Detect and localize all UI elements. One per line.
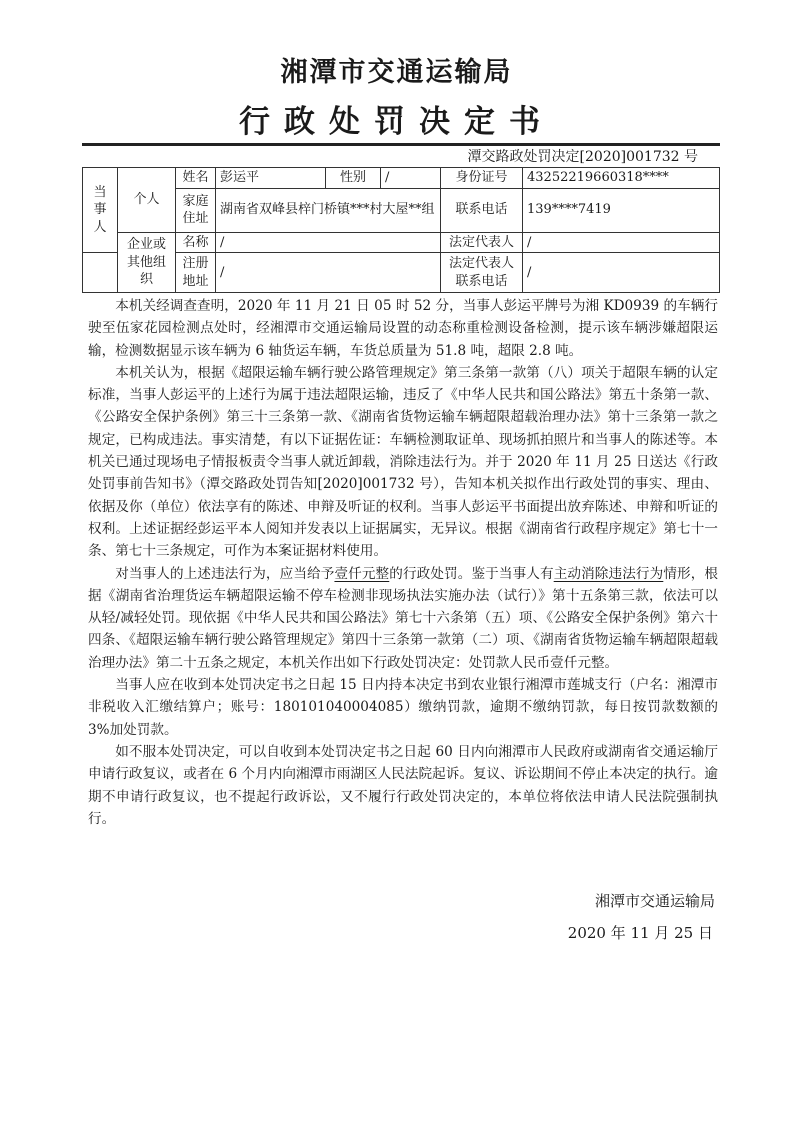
registered-address-value: / xyxy=(216,253,441,293)
sex-value: / xyxy=(381,168,441,189)
org-name-value: / xyxy=(216,232,441,253)
individual-label: 个人 xyxy=(118,168,176,233)
phone-value: 139****7419 xyxy=(523,188,720,232)
organization-label: 企业或 其他组 织 xyxy=(118,232,176,293)
fine-amount: 壹仟元整 xyxy=(334,565,390,582)
legal-rep-value: / xyxy=(523,232,720,253)
mitigating-circumstance: 主动消除违法行为 xyxy=(553,565,664,582)
sex-label: 性别 xyxy=(326,168,381,189)
home-address-label: 家庭 住址 xyxy=(176,188,216,232)
legal-rep-phone-value: / xyxy=(523,253,720,293)
party-label: 当 事 人 xyxy=(83,168,118,253)
name-label: 姓名 xyxy=(176,168,216,189)
signature-date: 2020 年 11 月 25 日 xyxy=(567,924,713,942)
home-address-value: 湖南省双峰县梓门桥镇***村大屋**组 xyxy=(216,188,441,232)
reasoning-paragraph: 本机关认为，根据《超限运输车辆行驶公路管理规定》第三条第一款第（八）项关于超限车辆的认定标准，当事人彭运平的上述行为属于违法超限运输，违反了《中华人民共和国公路法》第五十条第一款、《公路安全保护条例》第三十三条第一款、《湖南省货物运输车辆超限超载治理办法》第十三条第一款之规定，已构成违法。事实清楚，有以下证据佐证：车辆检测取证单、现场抓拍照片和当事人的陈述等。本机关已通过现场电子情报板责令当事人就近卸载，消除违法行为。并于 2020 年 11 月 25 日送达《行政处罚事前告知书》（潭交路政处罚告知[2020]001732 号），告知本机关拟作出行政处罚的事实、理由、依据及你（单位）依法享有的陈述、申辩及听证的权利。当事人彭运平书面提出放弃陈述、申辩和听证的权利。上述证据经彭运平本人阅知并发表以上证据属实，无异议。根据《湖南省行政程序规定》第七十一条、第七十三条规定，可作为本案证据材料使用。 xyxy=(88,364,718,560)
name-value: 彭运平 xyxy=(216,168,326,189)
facts-paragraph: 本机关经调查查明，2020 年 11 月 21 日 05 时 52 分，当事人彭运平牌号为湘 KD0939 的车辆行驶至伍家花园检测点处时，经湘潭市交通运输局设置的动态称重检测设备检测，提示该车辆涉嫌超限运输，检测数据显示该车辆为 6 轴货运车辆，车货总质量为 51.8 吨，超限 2.8 吨。 xyxy=(88,298,718,359)
penalty-paragraph: 对当事人的上述违法行为，应当给予壹仟元整的行政处罚。鉴于当事人有主动消除违法行为情形，根据《湖南省治理货运车辆超限运输不停车检测非现场执法实施办法（试行）》第十五条第三款，依法可以从轻/减轻处罚。现依据《中华人民共和国公路法》第七十六条第（五）项、《公路安全保护条例》第六十四条、《超限运输车辆行驶公路管理规定》第四十三条第一款第（二）项、《湖南省货物运输车辆超限超载治理办法》第二十五条之规定，本机关作出如下行政处罚决定：处罚款人民币壹仟元整。 xyxy=(88,565,719,671)
decision-body xyxy=(88,295,718,830)
payment-paragraph: 当事人应在收到本处罚决定书之日起 15 日内持本决定书到农业银行湘潭市莲城支行（户名：湘潭市非税收入汇缴结算户；账号：180101040004085）缴纳罚款，逾期不缴纳罚款，每日按罚款数额的 3%加处罚款。 xyxy=(88,677,718,738)
registered-address-label: 注册 地址 xyxy=(176,253,216,293)
id-number-label: 身份证号 xyxy=(441,168,523,189)
id-number-value: 43252219660318**** xyxy=(523,168,720,189)
appeal-paragraph: 如不服本处罚决定，可以自收到本处罚决定书之日起 60 日内向湘潭市人民政府或湖南省交通运输厅申请行政复议，或者在 6 个月内向湘潭市雨湖区人民法院起诉。复议、诉讼期间不停止本决定的执行。逾期不申请行政复议，也不提起行政诉讼，又不履行行政处罚决定的，本单位将依法申请人民法院强制执行。 xyxy=(88,743,718,827)
signature-organization: 湘潭市交通运输局 xyxy=(594,892,715,910)
party-info-table xyxy=(82,167,720,293)
legal-rep-label: 法定代表人 xyxy=(441,232,523,253)
org-name-label: 名称 xyxy=(176,232,216,253)
phone-label: 联系电话 xyxy=(441,188,523,232)
issuing-authority-title: 湘潭市交通运输局 xyxy=(280,57,513,88)
document-title: 行政处罚决定书 xyxy=(239,104,554,140)
legal-rep-phone-label: 法定代表人 联系电话 xyxy=(441,253,523,293)
document-number: 潭交路政处罚决定[2020]001732 号 xyxy=(467,149,698,165)
